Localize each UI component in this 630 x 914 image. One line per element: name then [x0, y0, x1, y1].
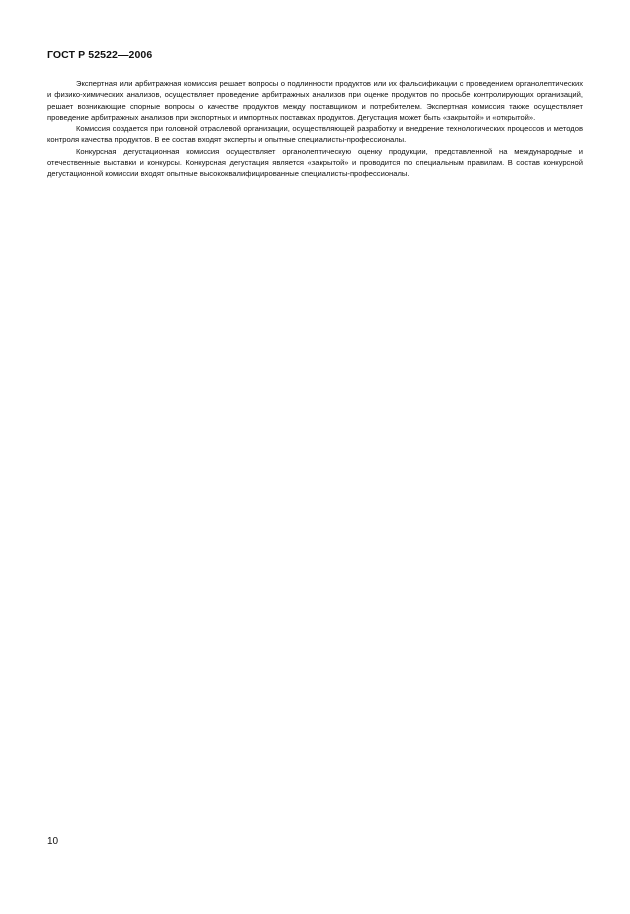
page-number: 10 [47, 836, 59, 847]
document-body [47, 78, 583, 180]
paragraph-expert-commission: Экспертная или арбитражная комиссия решает вопросы о подлинности продуктов или их фальсификации с проведением органолептических и физико-химических анализов, осуществляет проведение арбитражных анализов при оценке продуктов по просьбе контролирующих организаций, решает возникающие спорные вопросы о качестве продуктов между поставщиком и потребителем. Экспертная комиссия также осуществляет проведение арбитражных анализов при экспортных и импортных поставках продуктов. Дегустация может быть «закрытой» и «открытой». [47, 79, 583, 122]
paragraph-competition-commission: Конкурсная дегустационная комиссия осуществляет органолептическую оценку продукции, представленной на международные и отечественные выставки и конкурсы. Конкурсная дегустация является «закрытой» и проводится по специальным правилам. В состав конкурсной дегустационной комиссии входят опытные высококвалифицированные специалисты-профессионалы. [47, 146, 583, 179]
document-header: ГОСТ Р 52522—2006 [47, 49, 153, 61]
paragraph-commission-creation: Комиссия создается при головной отраслевой организации, осуществляющей разработку и внедрение технологических процессов и методов контроля качества продуктов. В ее состав входят эксперты и опытные специалисты-профессионалы. [47, 124, 583, 145]
